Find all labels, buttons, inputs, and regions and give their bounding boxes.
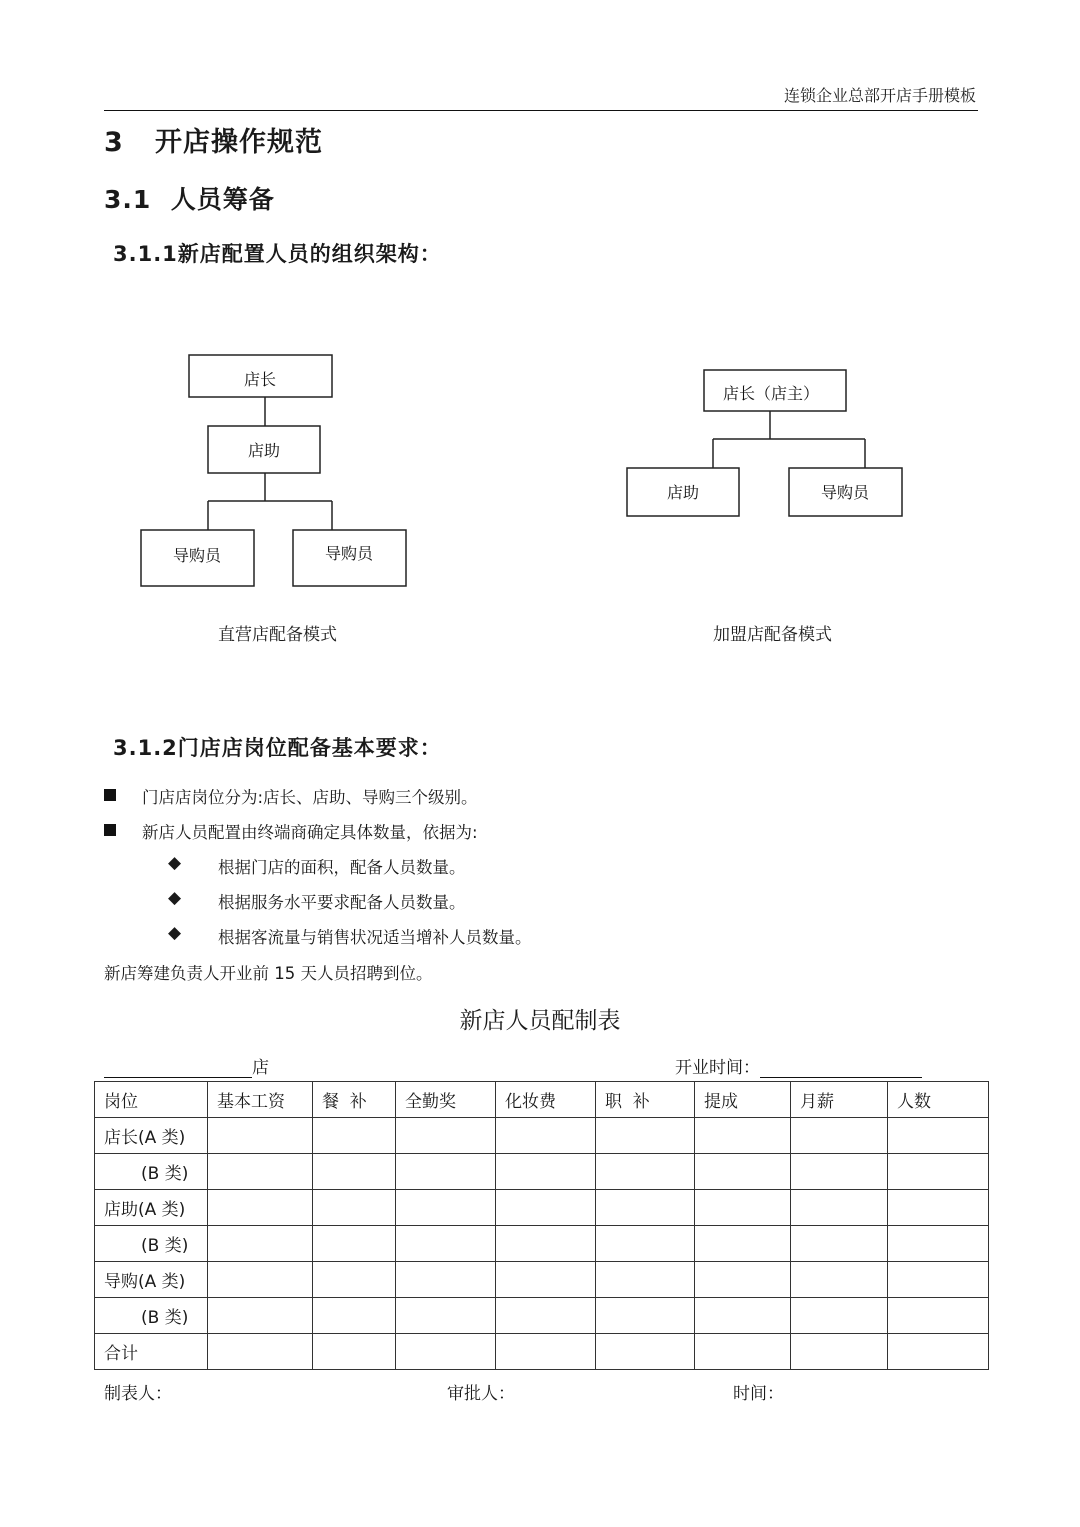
table-cell[interactable] (888, 1226, 989, 1262)
header-cell: 餐 补 (313, 1082, 396, 1118)
table-cell[interactable] (695, 1262, 791, 1298)
row-label: (B 类) (95, 1154, 208, 1190)
table-cell[interactable] (396, 1226, 496, 1262)
time-label: 时间： (733, 1384, 784, 1404)
recruitment-note: 新店筹建负责人开业前 15 天人员招聘到位。 (104, 964, 433, 983)
table-cell[interactable] (596, 1118, 695, 1154)
header-cell: 月薪 (791, 1082, 888, 1118)
approver-label: 审批人： (447, 1384, 515, 1404)
table-cell[interactable] (496, 1154, 596, 1190)
table-cell[interactable] (888, 1334, 989, 1370)
header-cell: 岗位 (95, 1082, 208, 1118)
table-cell[interactable] (596, 1226, 695, 1262)
table-cell[interactable] (208, 1298, 313, 1334)
table-cell[interactable] (396, 1154, 496, 1190)
bullet-text: 新店人员配置由终端商确定具体数量，依据为: (142, 823, 478, 842)
table-row (95, 1262, 989, 1298)
franchise-guide-label: 导购员 (820, 483, 870, 502)
table-cell[interactable] (396, 1298, 496, 1334)
table-cell[interactable] (208, 1226, 313, 1262)
table-cell[interactable] (596, 1262, 695, 1298)
direct-assistant-label: 店助 (247, 441, 281, 460)
table-cell[interactable] (791, 1154, 888, 1190)
table-cell[interactable] (791, 1334, 888, 1370)
table-cell[interactable] (496, 1190, 596, 1226)
diamond-bullet-icon: ◆ (168, 923, 182, 943)
open-time-field[interactable] (675, 1053, 922, 1078)
table-cell[interactable] (496, 1262, 596, 1298)
row-label: (B 类) (95, 1298, 208, 1334)
table-cell[interactable] (396, 1334, 496, 1370)
bullet-text: 门店店岗位分为:店长、店助、导购三个级别。 (142, 788, 478, 807)
table-cell[interactable] (791, 1190, 888, 1226)
franchise-manager-label: 店长（店主） (722, 384, 820, 403)
table-cell[interactable] (695, 1298, 791, 1334)
table-cell[interactable] (208, 1334, 313, 1370)
table-cell[interactable] (888, 1298, 989, 1334)
table-cell[interactable] (888, 1118, 989, 1154)
table-cell[interactable] (313, 1118, 396, 1154)
table-cell[interactable] (313, 1262, 396, 1298)
table-cell[interactable] (888, 1262, 989, 1298)
header-cell: 化妆费 (496, 1082, 596, 1118)
table-cell[interactable] (396, 1190, 496, 1226)
table-cell[interactable] (791, 1226, 888, 1262)
table-cell[interactable] (313, 1190, 396, 1226)
table-cell[interactable] (208, 1154, 313, 1190)
table-cell[interactable] (695, 1154, 791, 1190)
sub-bullet-text: 根据服务水平要求配备人员数量。 (218, 893, 466, 912)
store-suffix-label: 店 (252, 1058, 269, 1078)
table-cell[interactable] (208, 1118, 313, 1154)
table-cell[interactable] (596, 1154, 695, 1190)
diamond-bullet-icon: ◆ (168, 888, 182, 908)
table-cell[interactable] (791, 1262, 888, 1298)
table-row (95, 1226, 989, 1262)
direct-manager-label: 店长 (243, 370, 277, 389)
table-cell[interactable] (791, 1298, 888, 1334)
table-cell[interactable] (396, 1262, 496, 1298)
table-cell[interactable] (496, 1118, 596, 1154)
sub-bullet-text: 根据客流量与销售状况适当增补人员数量。 (218, 928, 532, 947)
table-row (95, 1334, 989, 1370)
direct-guide-right-label: 导购员 (324, 544, 374, 563)
diamond-bullet-icon: ◆ (168, 853, 182, 873)
table-cell[interactable] (791, 1118, 888, 1154)
position-requirements-heading: 3.1.2门店店岗位配备基本要求： (113, 736, 442, 760)
header-cell: 人数 (888, 1082, 989, 1118)
square-bullet-icon (104, 824, 116, 836)
header-cell: 全勤奖 (396, 1082, 496, 1118)
table-cell[interactable] (596, 1334, 695, 1370)
store-name-field[interactable] (104, 1053, 269, 1078)
open-time-blank[interactable] (760, 1058, 922, 1078)
row-label: 导购(A 类) (95, 1262, 208, 1298)
table-cell[interactable] (888, 1154, 989, 1190)
maker-label: 制表人： (104, 1384, 172, 1404)
staffing-table (94, 1081, 989, 1370)
header-cell: 基本工资 (208, 1082, 313, 1118)
table-row (95, 1118, 989, 1154)
table-cell[interactable] (496, 1298, 596, 1334)
franchise-assistant-label: 店助 (666, 483, 700, 502)
table-cell[interactable] (496, 1226, 596, 1262)
document-header-title: 连锁企业总部开店手册模板 (783, 86, 976, 105)
section-heading: 3 开店操作规范 (104, 127, 323, 158)
square-bullet-icon (104, 789, 116, 801)
table-cell[interactable] (496, 1334, 596, 1370)
sub-section-heading: 3.1 人员筹备 (104, 185, 275, 214)
row-label: (B 类) (95, 1226, 208, 1262)
table-cell[interactable] (596, 1298, 695, 1334)
table-cell[interactable] (596, 1190, 695, 1226)
store-name-blank[interactable] (104, 1058, 252, 1078)
table-cell[interactable] (313, 1298, 396, 1334)
org-structure-heading: 3.1.1新店配置人员的组织架构： (113, 242, 442, 266)
table-cell[interactable] (888, 1190, 989, 1226)
sub-bullet-text: 根据门店的面积，配备人员数量。 (218, 858, 466, 877)
header-cell: 职 补 (596, 1082, 695, 1118)
table-cell[interactable] (695, 1226, 791, 1262)
row-label: 店助(A 类) (95, 1190, 208, 1226)
table-row (95, 1154, 989, 1190)
table-title: 新店人员配制表 (459, 1008, 621, 1034)
direct-store-caption: 直营店配备模式 (218, 625, 337, 645)
header-cell: 提成 (695, 1082, 791, 1118)
table-cell[interactable] (208, 1262, 313, 1298)
direct-guide-left-label: 导购员 (172, 546, 222, 565)
table-row (95, 1190, 989, 1226)
table-cell[interactable] (313, 1154, 396, 1190)
table-cell[interactable] (695, 1334, 791, 1370)
row-label: 合计 (95, 1334, 208, 1370)
table-cell[interactable] (313, 1334, 396, 1370)
table-cell[interactable] (695, 1118, 791, 1154)
table-cell[interactable] (396, 1118, 496, 1154)
open-time-label: 开业时间： (675, 1058, 760, 1078)
row-label: 店长(A 类) (95, 1118, 208, 1154)
table-cell[interactable] (695, 1190, 791, 1226)
franchise-store-caption: 加盟店配备模式 (713, 625, 832, 645)
table-cell[interactable] (208, 1190, 313, 1226)
table-row (95, 1298, 989, 1334)
table-cell[interactable] (313, 1226, 396, 1262)
table-header-row (95, 1082, 989, 1118)
org-charts (0, 0, 1080, 700)
